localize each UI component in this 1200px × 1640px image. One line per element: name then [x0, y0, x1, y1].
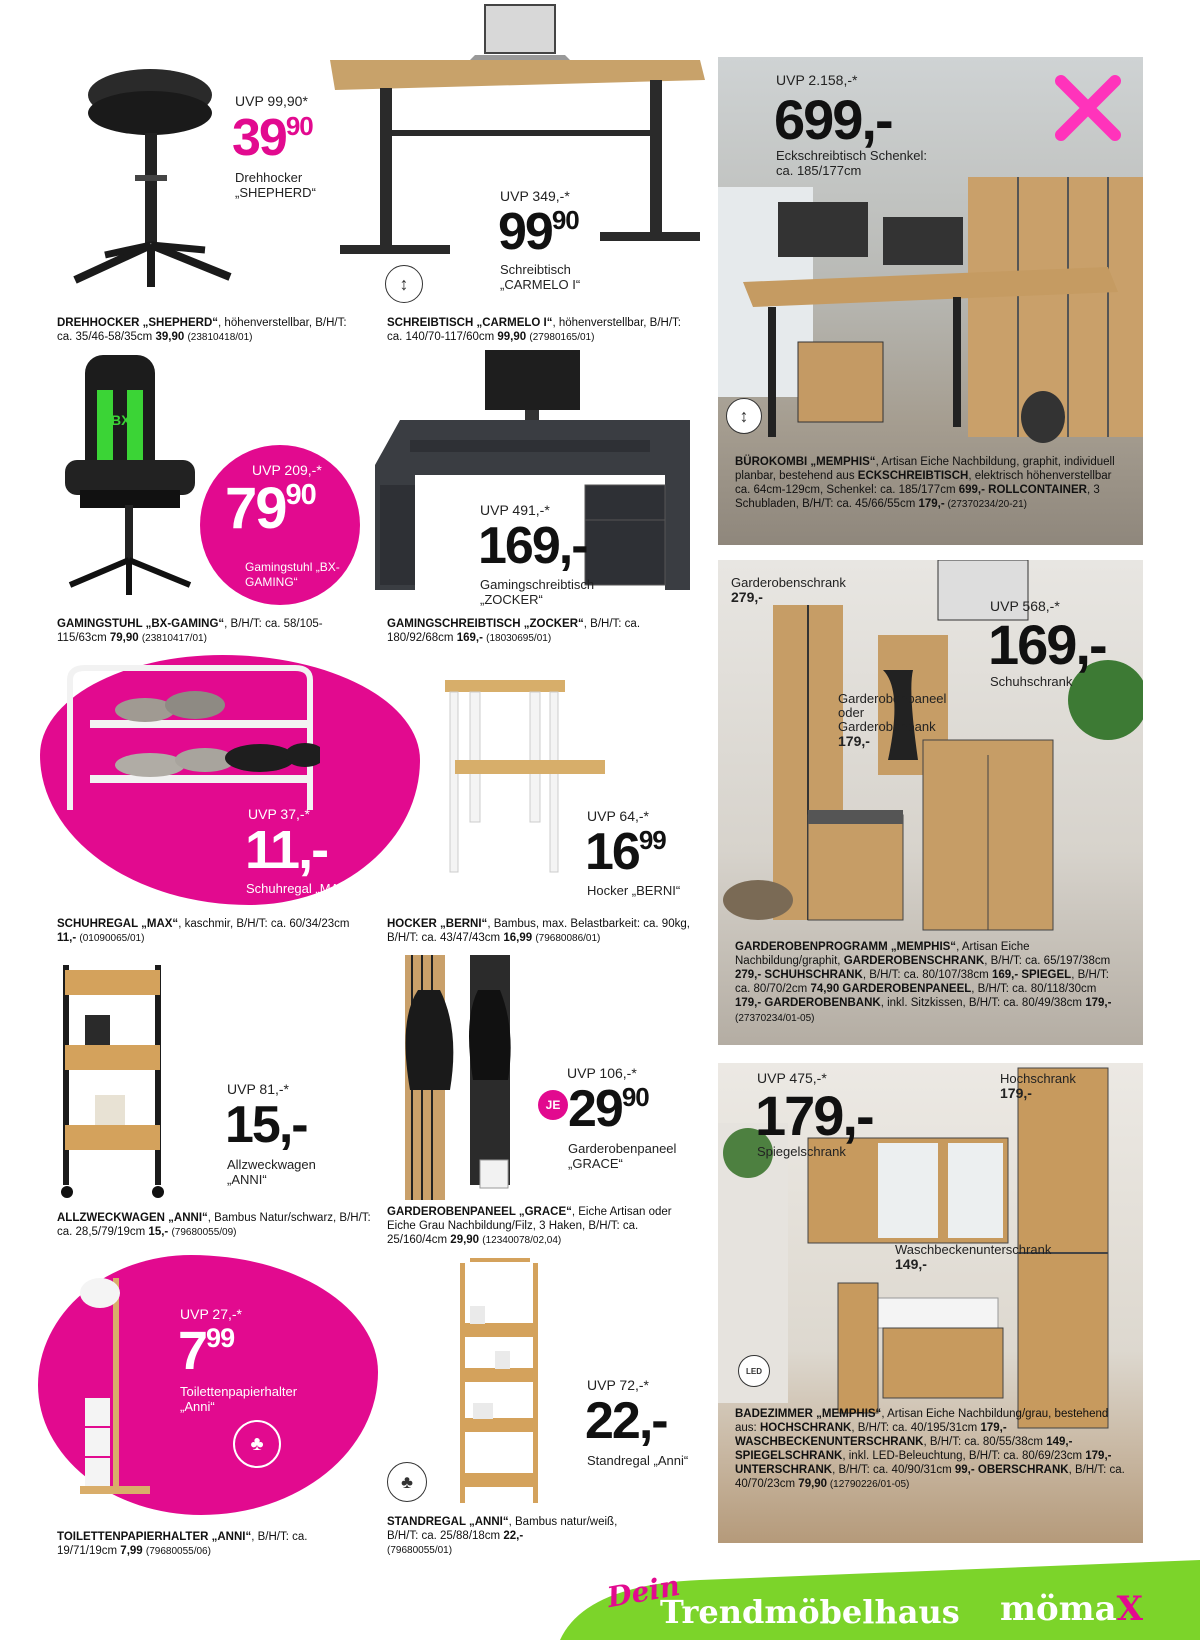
carmelo-description: SCHREIBTISCH „CARMELO I“, höhenverstellbar, B/H/T: ca. 140/70-117/60cm 99,90 (27980165/01): [387, 317, 681, 343]
anni-wagen-description: ALLZWECKWAGEN „ANNI“, Bambus Natur/schwarz, B/H/T: ca. 28,5/79/19cm 15,- (79680055/09): [57, 1212, 371, 1238]
bad-caption: Spiegelschrank: [757, 1144, 846, 1159]
standregal-image: [455, 1258, 545, 1508]
waschbecken-tag: Waschbeckenunterschrank 149,-: [895, 1242, 1052, 1272]
gamingstuhl-uvp: UVP 209,-*: [252, 462, 322, 478]
wall-panel-image: [400, 955, 530, 1200]
anni-wc-name: Toilettenpapierhalter „Anni“: [180, 1384, 298, 1414]
max-name: Schuhregal „MAX“: [246, 881, 353, 896]
shepherd-description: DREHHOCKER „SHEPHERD“, höhenverstellbar, B/H/T: ca. 35/46-58/35cm 39,90 (23810418/01): [57, 317, 347, 343]
shepherd-name: Drehhocker „SHEPHERD“: [235, 170, 316, 200]
max-description: SCHUHREGAL „MAX“, kaschmir, B/H/T: ca. 60/34/23cm 11,- (01090065/01): [57, 918, 350, 944]
footer-banner: [0, 1545, 1200, 1640]
grace-name: Garderobenpaneel „GRACE“: [568, 1141, 677, 1171]
slogan-script: Dein: [604, 1568, 683, 1615]
office-price: 699,-: [774, 88, 892, 151]
carmelo-name: Schreibtisch „CARMELO I“: [500, 262, 581, 292]
shepherd-price: $39^{90}$: [232, 109, 313, 167]
anni-regal-name: Standregal „Anni“: [587, 1453, 689, 1468]
toilet-paper-holder-image: [75, 1268, 155, 1498]
anni-regal-uvp: UVP 72,-*: [587, 1377, 649, 1393]
chair-logo-text: BX: [111, 412, 131, 428]
anni-regal-description: STANDREGAL „ANNI“, Bambus natur/weiß, B/H/T: ca. 25/88/18cm 22,- (79680055/01): [387, 1516, 618, 1556]
carmelo-uvp: UVP 349,-*: [500, 188, 570, 204]
shoe-rack-image: [60, 660, 320, 820]
momax-x-logo-icon: [1053, 73, 1123, 143]
anni-wagen-uvp: UVP 81,-*: [227, 1081, 289, 1097]
gamingstuhl-name: Gamingstuhl „BX-GAMING“: [245, 560, 340, 589]
height-adjust-icon: ↕: [385, 265, 423, 303]
office-caption: Eckschreibtisch Schenkel: ca. 185/177cm: [776, 148, 928, 178]
zocker-description: GAMINGSCHREIBTISCH „ZOCKER“, B/H/T: ca. 180/92/68cm 169,- (18030695/01): [387, 618, 641, 644]
berni-uvp: UVP 64,-*: [587, 808, 649, 824]
grace-price: $29^{90}$: [568, 1080, 649, 1138]
garderobenschrank-tag: Garderobenschrank 279,-: [731, 575, 846, 605]
carmelo-price: $99^{90}$: [498, 203, 579, 261]
gamingstuhl-description: GAMINGSTUHL „BX-GAMING“, B/H/T: ca. 58/105-115/63cm 79,90 (23810417/01): [57, 618, 323, 644]
bad-uvp: UVP 475,-*: [757, 1070, 827, 1086]
stool-image: [55, 55, 245, 295]
gaming-chair-image: [55, 350, 205, 600]
berni-name: Hocker „BERNI“: [587, 883, 681, 898]
trolley-image: [55, 960, 175, 1200]
office-description: BÜROKOMBI „MEMPHIS“, Artisan Eiche Nachbildung, graphit, individuell planbar, bestehend aus ECKSCHREIBTISCH, elektrisch höhenverstellbar ca. 64cm-129cm, Schenkel: ca. 185/177cm 699,- ROLLCONTAINER, 3 Schubladen, B/H/T: ca. 45/66/55cm 179,- (27370234/20-21): [735, 456, 1115, 510]
anni-wagen-name: Allzweckwagen „ANNI“: [227, 1157, 316, 1187]
grace-description: GARDEROBENPANEEL „GRACE“, Eiche Artisan oder Eiche Grau Nachbildung/Filz, 3 Haken, B/H/T: ca. 25/160/4cm 29,90 (12340078/02,04): [387, 1206, 672, 1246]
shepherd-uvp: UVP 99,90*: [235, 93, 308, 109]
office-uvp: UVP 2.158,-*: [776, 72, 858, 88]
max-uvp: UVP 37,-*: [248, 806, 310, 822]
zocker-uvp: UVP 491,-*: [480, 502, 550, 518]
max-price: 11,-: [245, 820, 328, 880]
bad-price: 179,-: [755, 1084, 873, 1147]
garderobenpaneel-tag: Garderobenpaneel oder Garderobenbank 179,-: [838, 691, 947, 749]
hochschrank-tag: Hochschrank 179,-: [1000, 1071, 1076, 1101]
schuhschrank-price: 169,-: [988, 613, 1106, 676]
gamingstuhl-price: $79^{90}$: [225, 476, 316, 541]
slogan-text: Trendmöbelhaus: [660, 1593, 960, 1631]
anni-regal-price: 22,-: [585, 1392, 667, 1450]
anni-wc-price: $7^{99}$: [178, 1321, 235, 1381]
anni-wc-description: TOILETTENPAPIERHALTER „ANNI“, B/H/T: ca. 19/71/19cm 7,99 (79680055/06): [57, 1531, 308, 1557]
zocker-price: 169,-: [478, 517, 587, 575]
grace-uvp: UVP 106,-*: [567, 1065, 637, 1081]
momax-logo: mömaX: [1000, 1589, 1144, 1629]
tree-icon-regal: ♣: [387, 1462, 427, 1502]
anni-wc-uvp: UVP 27,-*: [180, 1306, 242, 1322]
garderobe-description: GARDEROBENPROGRAMM „MEMPHIS“, Artisan Eiche Nachbildung/graphit, GARDEROBENSCHRANK, B/H/T: ca. 65/197/38cm 279,- SCHUHSCHRANK, B/H/T: ca. 80/107/38cm 169,- SPIEGEL, B/H/T: ca. 80/70/2cm 74,90 GARDEROBENPANEEL, B/H/T: ca. 80/118/30cm 179,- GARDEROBENBANK, inkl. Sitzkissen, B/H/T: ca. 80/49/38cm 179,- (27370234/01-05): [735, 941, 1112, 1024]
tree-icon: ♣: [233, 1420, 281, 1468]
height-adjust-icon-office: ↕: [726, 398, 762, 434]
anni-wagen-price: 15,-: [225, 1096, 307, 1154]
schuhschrank-caption: Schuhschrank: [990, 674, 1073, 689]
schuhschrank-uvp: UVP 568,-*: [990, 598, 1060, 614]
berni-description: HOCKER „BERNI“, Bambus, max. Belastbarkeit: ca. 90kg, B/H/T: ca. 43/47/43cm 16,99 (79680086/01): [387, 918, 690, 944]
bad-description: BADEZIMMER „MEMPHIS“, Artisan Eiche Nachbildung/grau, bestehend aus: HOCHSCHRANK, B/H/T: ca. 40/195/31cm 179,- WASCHBECKENUNTERSCHRANK, B/H/T: ca. 80/55/38cm 149,- SPIEGELSCHRANK, inkl. LED-Beleuchtung, B/H/T: ca. 80/69/23cm 179,- UNTERSCHRANK, B/H/T: ca. 40/90/31cm 99,- OBERSCHRANK, B/H/T: ca. 40/70/23cm 79,90 (12790226/01-05): [735, 1408, 1125, 1490]
berni-price: $16^{99}$: [585, 823, 666, 881]
je-badge: JE: [538, 1090, 568, 1120]
zocker-name: Gamingschreibtisch „ZOCKER“: [480, 577, 595, 607]
led-icon: LED: [738, 1355, 770, 1387]
